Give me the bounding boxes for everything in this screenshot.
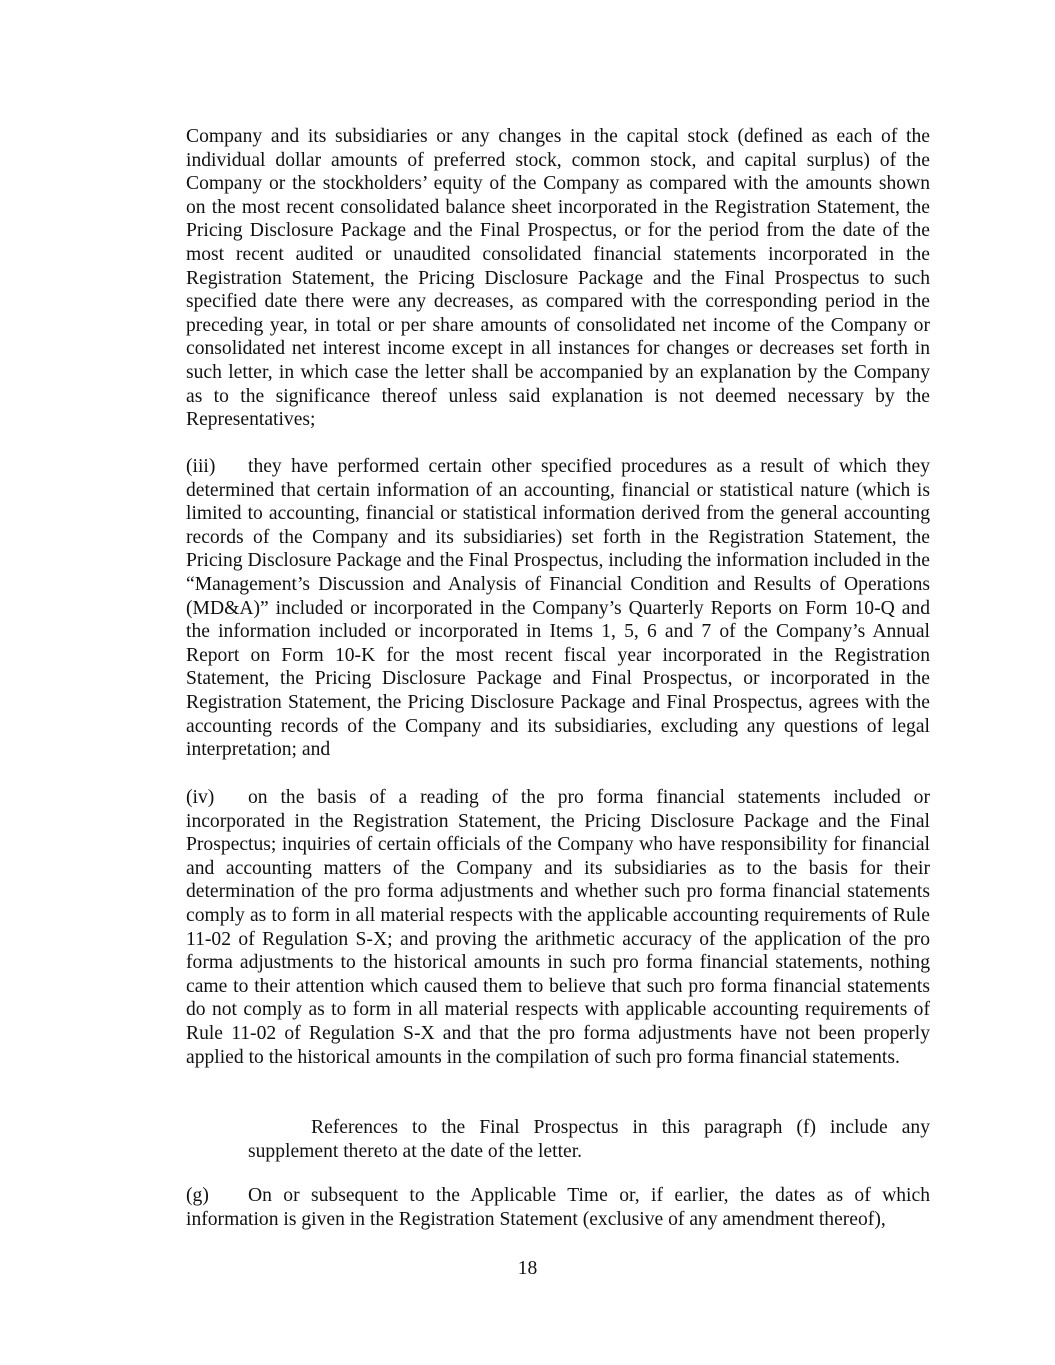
item-iii-paragraph <box>186 455 930 762</box>
item-g-paragraph <box>186 1184 930 1231</box>
item-g-number: (g) <box>186 1185 209 1206</box>
continuation-text: Company and its subsidiaries or any changes in the capital stock (defined as each of the individual dollar amounts of preferred stock, common stock, and capital surplus) of the Company or the stockholders’ equity of the Company as compared with the amounts shown on the most recent consolidated balance sheet incorporated in the Registration Statement, the Pricing Disclosure Package and the Final Prospectus, or for the period from the date of the most recent audited or unaudited consolidated financial statements incorporated in the Registration Statement, the Pricing Disclosure Package and the Final Prospectus to such specified date there were any decreases, as compared with the corresponding period in the preceding year, in total or per share amounts of consolidated net income of the Company or consolidated net interest income except in all instances for changes or decreases set forth in such letter, in which case the letter shall be accompanied by an explanation by the Company as to the significance thereof unless said explanation is not deemed necessary by the Representatives; <box>186 126 930 431</box>
page-number: 18 <box>517 1258 538 1279</box>
continuation-paragraph <box>186 125 930 432</box>
item-iv-number: (iv) <box>186 787 215 808</box>
item-iv-text: on the basis of a reading of the pro forma financial statements included or incorporated in the Registration Statement, the Pricing Disclosure Package and the Final Prospectus; inquiries of certain officials of the Company who have responsibility for financial and accounting matters of the Company and its subsidiaries as to the basis for their determination of the pro forma adjustments and whether such pro forma financial statements comply as to form in all material respects with the applicable accounting requirements of Rule 11-02 of Regulation S-X; and proving the arithmetic accuracy of the application of the pro forma adjustments to the historical amounts in such pro forma financial statements, nothing came to their attention which caused them to believe that such pro forma financial statements do not comply as to form in all material respects with applicable accounting requirements of Rule 11-02 of Regulation S-X and that the pro forma adjustments have not been properly applied to the historical amounts in the compilation of such pro forma financial statements. <box>186 787 930 1068</box>
item-iii-number: (iii) <box>186 456 216 477</box>
item-g-text: On or subsequent to the Applicable Time or, if earlier, the dates as of which information is given in the Registration Statement (exclusive of any amendment thereof), <box>186 1185 930 1230</box>
item-iv-paragraph <box>186 786 930 1069</box>
item-iii-text: they have performed certain other specified procedures as a result of which they determined that certain information of an accounting, financial or statistical nature (which is limited to accounting, financial or statistical information derived from the general accounting records of the Company and its subsidiaries) set forth in the Registration Statement, the Pricing Disclosure Package and the Final Prospectus, including the information included in the “Management’s Discussion and Analysis of Financial Condition and Results of Operations (MD&A)” included or incorporated in the Company’s Quarterly Reports on Form 10-Q and the information included or incorporated in Items 1, 5, 6 and 7 of the Company’s Annual Report on Form 10-K for the most recent fiscal year incorporated in the Registration Statement, the Pricing Disclosure Package and Final Prospectus, or incorporated in the Registration Statement, the Pricing Disclosure Package and Final Prospectus, agrees with the accounting records of the Company and its subsidiaries, excluding any questions of legal interpretation; and <box>186 456 930 761</box>
references-text: References to the Final Prospectus in this paragraph (f) include any supplement thereto at the date of the letter. <box>248 1117 930 1162</box>
references-paragraph <box>248 1116 930 1163</box>
